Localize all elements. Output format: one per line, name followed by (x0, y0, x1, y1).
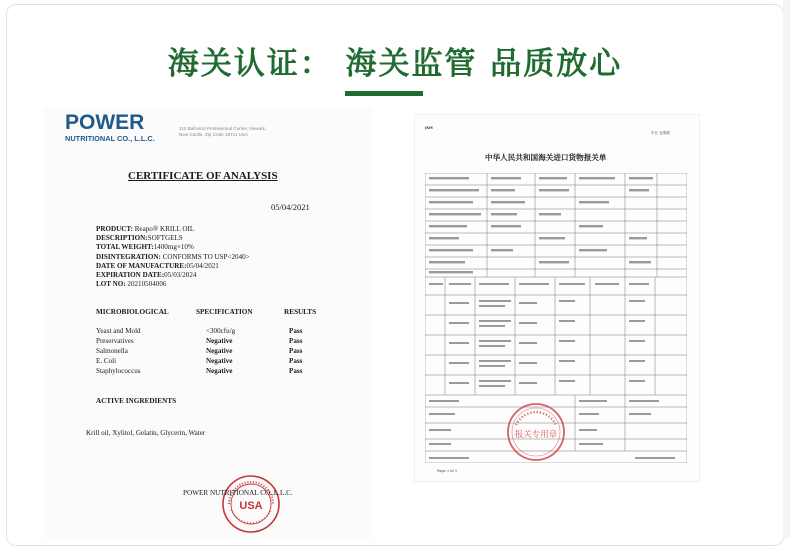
table-header-microbiological: MICROBIOLOGICAL (96, 308, 169, 316)
form-footer-page: Page 1 of 1 (437, 469, 458, 473)
product-fields (96, 225, 250, 289)
table-row: Preservatives Negative Pass (96, 337, 303, 345)
product-field: TOTAL WEIGHT:1400mg×10% (96, 243, 194, 252)
customs-form-title: 中华人民共和国海关进口货物报关单 (485, 153, 607, 162)
table-row: E. Coli Negative Pass (96, 357, 303, 365)
company-seal-stamp (221, 474, 281, 534)
seal-center-text: USA (239, 500, 263, 512)
address-line: New Castle, Zip Code 19711 USA (179, 132, 249, 137)
coa-title: CERTIFICATE OF ANALYSIS (128, 170, 278, 182)
active-ingredients-title: ACTIVE INGREDIENTS (96, 397, 177, 405)
table-row: Yeast and Mold <300cfu/g Pass (96, 327, 303, 335)
signature-company: POWER NUTRITIONAL CO.,L.L.C. (183, 489, 293, 497)
product-field: PRODUCT: Reapo® KRILL OIL (96, 225, 195, 233)
product-field: DESCRIPTION:SOFTGELS (96, 234, 183, 243)
table-header-results: RESULTS (284, 308, 317, 316)
customs-declaration-form (414, 114, 700, 482)
address-line: 110 Baltusrol Professional Center, Newark, (179, 126, 267, 131)
page-headline: 海关认证： 海关监管 品质放心 (167, 46, 623, 82)
product-field: LOT NO: 20210504006 (96, 280, 167, 289)
customs-seal-stamp (505, 401, 567, 463)
product-field: DISINTEGRATION: CONFORMS TO USP<2040> (96, 252, 250, 261)
power-logo: POWER (65, 111, 145, 134)
form-corner-label: JKM (425, 126, 433, 130)
company-address (179, 126, 299, 138)
table-header-specification: SPECIFICATION (196, 308, 253, 316)
product-field: DATE OF MANUFACTURE:05/04/2021 (96, 261, 219, 270)
product-field: EXPIRATION DATE:05/03/2024 (96, 271, 197, 280)
headline-underline (345, 91, 423, 96)
table-row: Staphylococcus Negative Pass (96, 367, 303, 375)
customs-seal-text: 报关专用章 (514, 430, 558, 440)
power-logo-subtitle: NUTRITIONAL CO., L.L.C. (65, 134, 155, 143)
active-ingredients-text: Krill oil, Xylitol, Gelatin, Glycerin, Water (86, 429, 206, 437)
table-row: Salmonella Negative Pass (96, 347, 303, 355)
form-right-label: 中汇·证明联 (651, 131, 671, 135)
coa-date: 05/04/2021 (271, 202, 310, 212)
certificate-of-analysis (43, 108, 373, 538)
